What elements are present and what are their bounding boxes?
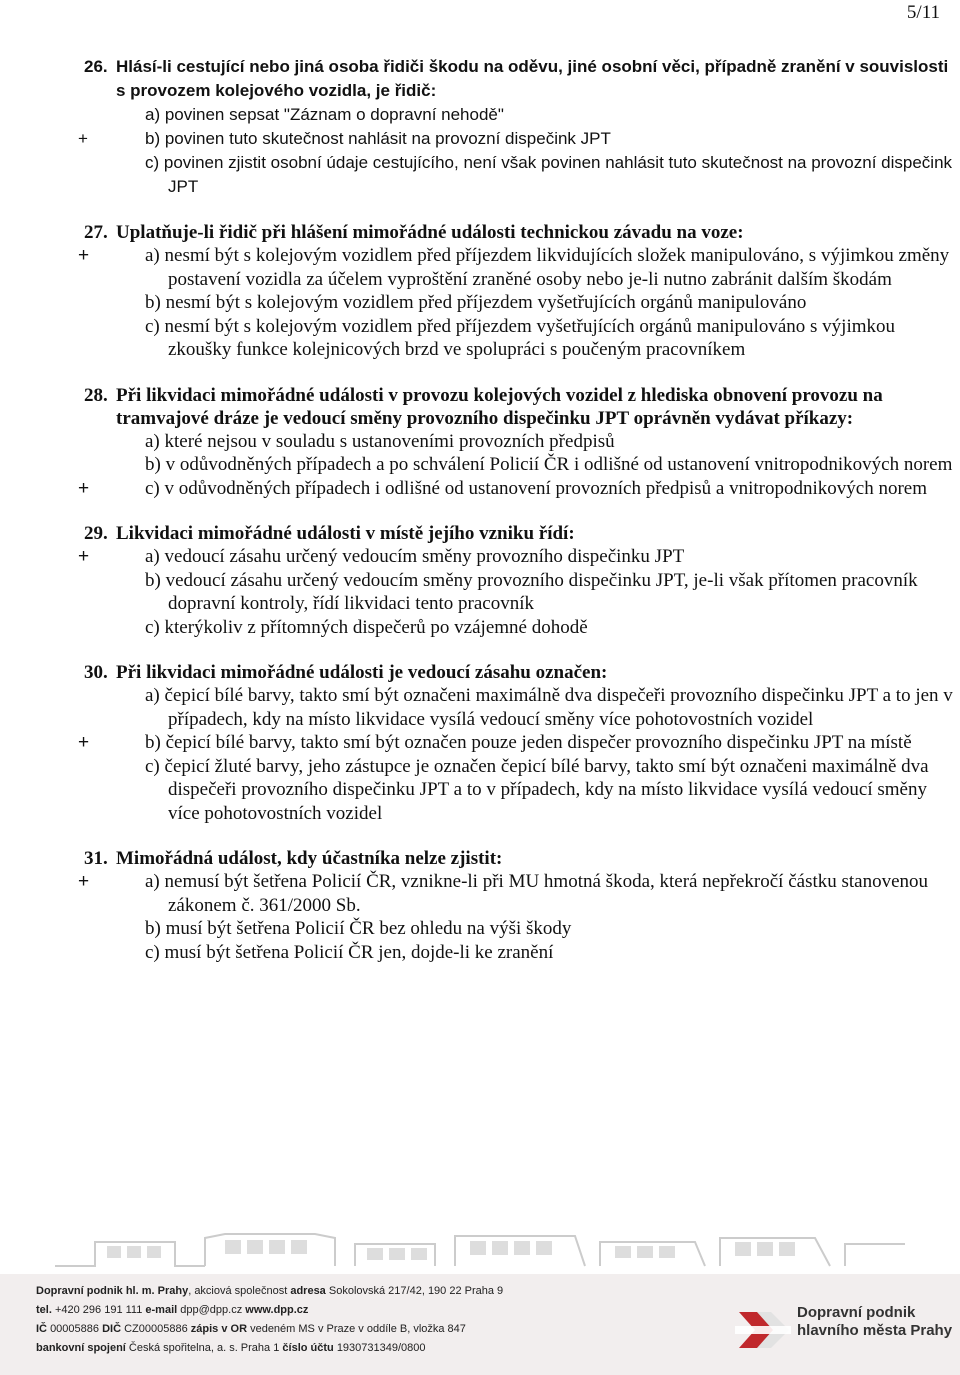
logo-wordmark [797,1304,957,1340]
account-label: číslo účtu [282,1342,334,1354]
question-number: 26. [84,57,108,76]
company-name: Dopravní podnik hl. m. Prahy [36,1285,189,1297]
question-text: Při likvidaci mimořádné události je vedoucí zásahu označen: [116,662,608,683]
question-text: Likvidaci mimořádné události v místě jejího vzniku řídí: [116,523,575,544]
question-title [84,522,954,545]
answer-option[interactable] [78,127,954,151]
question-title [84,55,954,103]
correct-marker: + [78,732,90,753]
question-list [78,55,954,986]
answer-text: a) které nejsou v souladu s ustanoveními provozních předpisů [145,430,615,452]
answer-text: b) v odůvodněných případech a po schválení Policií ČR i odlišné od ustanovení vnitropodnikových norem [145,454,953,475]
question-26 [78,55,954,199]
answer-option[interactable] [84,684,954,731]
footer-line-company [36,1282,676,1301]
answer-option[interactable] [84,917,954,941]
answer-option[interactable] [84,569,954,616]
answer-option[interactable] [84,315,954,362]
answer-text: b) musí být šetřena Policií ČR bez ohledu na výši škody [145,918,572,939]
ic-value: 00005886 [50,1323,100,1335]
company-details [36,1282,676,1358]
answer-option[interactable] [84,941,954,965]
ic-label: IČ [36,1323,47,1335]
answer-text: c) čepicí žluté barvy, jeho zástupce je označen čepicí bílé barvy, takto smí být označeni maximálně dva dispečeři provozního dispečinku JPT a to v případech, kdy na místo likvidace vysílá vedoucí směny více pohotovostních vozidel [145,755,929,824]
address-value: Sokolovská 217/42, 190 22 Praha 9 [328,1285,504,1297]
answer-text: a) čepicí bílé barvy, takto smí být označeni maximálně dva dispečeři provozního dispečinku JPT a to jen v případech, kdy na místo likvidace vysílá vedoucí směny více pohotovostních vozidel [145,685,953,730]
question-title [84,384,954,430]
question-title [84,221,954,244]
answer-option[interactable] [84,755,954,826]
web-link[interactable]: www.dpp.cz [245,1304,309,1316]
account-value: 1930731349/0800 [336,1342,426,1354]
question-30 [78,661,954,825]
question-29 [78,522,954,639]
answer-text: c) povinen zjistit osobní údaje cestujícího, není však povinen nahlásit tuto skutečnost na provozní dispečink JPT [145,153,953,196]
answer-text: c) musí být šetřena Policií ČR jen, dojde-li ke zranění [145,941,554,963]
correct-marker: + [78,871,90,892]
answer-text: c) kterýkoliv z přítomných dispečerů po vzájemné dohodě [145,616,588,638]
answer-option[interactable] [78,244,954,291]
dpp-logo-icon [735,1302,791,1358]
footer-line-registration [36,1320,676,1339]
answer-text: b) povinen tuto skutečnost nahlásit na provozní dispečink JPT [145,129,611,148]
dic-value: CZ00005886 [124,1323,188,1335]
dic-label: DIČ [102,1323,122,1335]
answer-text: c) nesmí být s kolejovým vozidlem před příjezdem vyšetřujících orgánů manipulováno s výjimkou zkoušky funkce kolejnicových brzd ve spolupráci s poučeným pracovníkem [145,315,895,360]
question-title [84,847,954,870]
question-number: 28. [84,384,108,406]
answer-option[interactable] [84,291,954,315]
question-text: Hlásí-li cestující nebo jiná osoba řidiči škodu na oděvu, jiné osobní věci, případně zranění v souvislosti s provozem kolejového vozidla, je řidič: [116,57,949,100]
question-text: Uplatňuje-li řidič při hlášení mimořádné události technickou závadu na voze: [116,222,744,243]
answer-text: b) vedoucí zásahu určený vedoucím směny provozního dispečinku JPT, je-li však přítomen pracovník dopravní kontroly, řídí likvidaci tento pracovník [145,569,918,614]
footer-line-contact [36,1301,676,1320]
answer-text: a) vedoucí zásahu určený vedoucím směny provozního dispečinku JPT [145,546,685,567]
answer-option[interactable] [84,453,954,477]
question-28 [78,384,954,501]
bank-label: bankovní spojení [36,1342,126,1354]
question-title [84,661,954,684]
answer-text: b) nesmí být s kolejovým vozidlem před příjezdem vyšetřujících orgánů manipulováno [145,292,807,313]
footer-line-bank [36,1339,676,1358]
tram-silhouette-strip [55,1232,905,1268]
tel-label: tel. [36,1304,52,1316]
register-label: zápis v OR [190,1323,248,1335]
logo-line-1: Dopravní podnik [797,1304,916,1321]
correct-marker: + [78,245,90,266]
company-type: , akciová společnost [188,1285,288,1297]
correct-marker: + [78,129,88,148]
answer-text: a) nemusí být šetřena Policií ČR, vznikne-li při MU hmotná škoda, která nepřekročí částku stanovenou zákonem č. 361/2000 Sb. [145,871,929,916]
question-number: 31. [84,848,108,869]
answer-text: b) čepicí bílé barvy, takto smí být označen pouze jeden dispečer provozního dispečinku JPT na místě [145,732,912,753]
answer-option[interactable] [84,103,954,127]
answer-option[interactable] [84,430,954,454]
question-text: Při likvidaci mimořádné události v provozu kolejových vozidel z hlediska obnovení provozu na tramvajové dráze je vedoucí směny provozního dispečinku JPT oprávněn vydávat příkazy: [116,384,883,429]
question-27 [78,221,954,362]
tel-value[interactable]: +420 296 191 111 [54,1304,143,1316]
question-number: 29. [84,523,108,544]
logo-line-2: hlavního města Prahy [797,1322,953,1339]
answer-text: a) nesmí být s kolejovým vozidlem před příjezdem likvidujících složek manipulováno, s výjimkou změny postavení vozidla za účelem vyproštění zraněné osoby nebo je-li nutno zabránit dalším škodám [145,245,950,290]
answer-option[interactable] [78,731,954,755]
email-link[interactable]: dpp@dpp.cz [180,1304,243,1316]
question-number: 27. [84,222,108,243]
answer-text: c) v odůvodněných případech i odlišné od ustanovení provozních předpisů a vnitropodnikových norem [145,477,927,499]
bank-value: Česká spořitelna, a. s. Praha 1 [128,1342,280,1354]
answer-option[interactable] [84,616,954,640]
address-label: adresa [290,1285,326,1297]
question-text: Mimořádná událost, kdy účastníka nelze zjistit: [116,848,503,869]
answer-option[interactable] [78,477,954,501]
answer-option[interactable] [78,870,954,917]
register-value: vedeném MS v Praze v oddíle B, vložka 847 [250,1323,466,1335]
dpp-logo [735,1302,955,1362]
question-31 [78,847,954,964]
letterhead-footer [0,1232,960,1375]
correct-marker: + [78,546,90,567]
answer-option[interactable] [84,151,954,199]
correct-marker: + [78,477,90,499]
answer-text: a) povinen sepsat "Záznam o dopravní nehodě" [145,105,504,124]
question-number: 30. [84,662,108,683]
page-number: 5/11 [906,2,940,23]
answer-option[interactable] [78,545,954,569]
email-label: e-mail [145,1304,178,1316]
